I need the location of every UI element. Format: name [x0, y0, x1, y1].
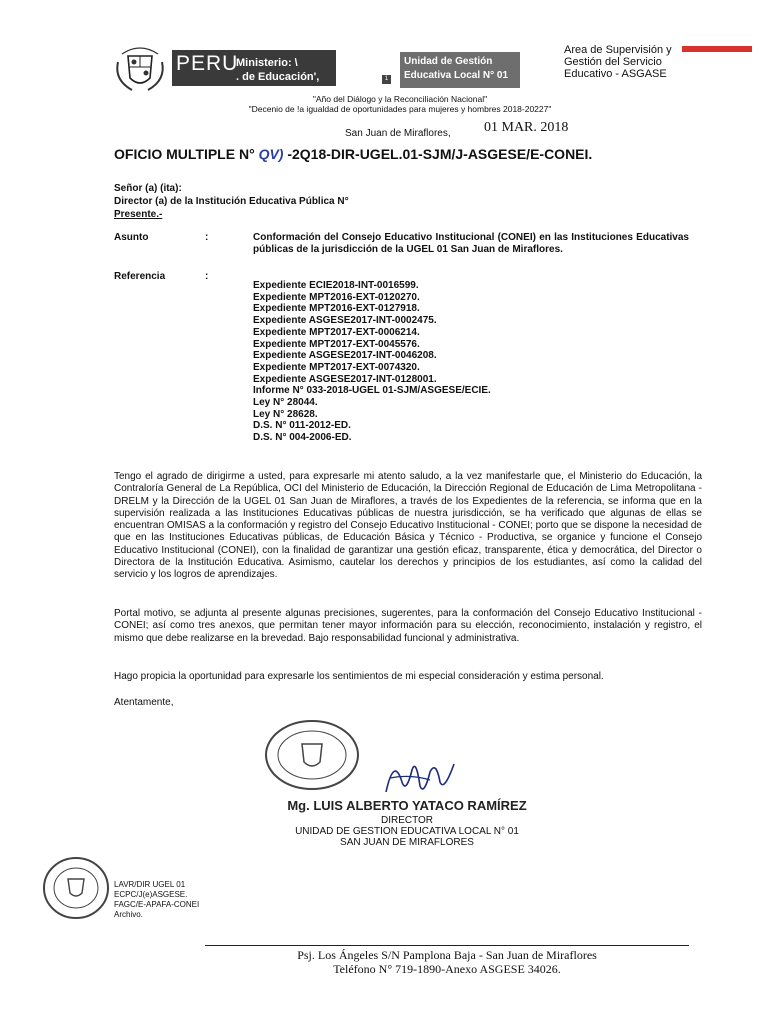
asunto-label: Asunto: [114, 232, 149, 243]
asunto-text: Conformación del Consejo Educativo Institucional (CONEI) en las Instituciones Educativas públicas de la jurisdicción de la UGEL 01 San Juan de Miraflores.: [253, 232, 689, 255]
addressee-line2: Director (a) de la Institución Educativa Pública N°: [114, 196, 349, 207]
oficio-prefix: OFICIO MULTIPLE N°: [114, 146, 255, 162]
signatory-unit: UNIDAD DE GESTION EDUCATIVA LOCAL N° 01: [295, 826, 519, 837]
ugel-line1: Unidad de Gestión: [404, 56, 493, 67]
area-line1: Area de Supervisión y: [564, 44, 672, 56]
ugel-line2: Educativa Local N° 01: [404, 70, 509, 81]
addressee-line3: Presente.-: [114, 209, 163, 220]
reference-item: Ley N° 28628.: [253, 408, 318, 420]
referencia-colon: :: [205, 271, 209, 282]
reference-item: Informe N° 033-2018-UGEL 01-SJM/ASGESE/ECIE.: [253, 385, 491, 397]
peru-coat-of-arms-icon: [112, 40, 168, 98]
oficio-suffix: -2Q18-DIR-UGEL.01-SJM/J-ASGESE/E-CONEI.: [287, 146, 593, 162]
reference-item: Expediente MPT2016-EXT-0127918.: [253, 303, 420, 315]
ministerio-banner: [172, 50, 336, 86]
reference-item: Expediente MPT2017-EXT-0045576.: [253, 338, 420, 350]
body-paragraph-1: Tengo el agrado de dirigirme a usted, para expresarle mi atento saludo, a la vez manifestarle que, el Ministerio do Educación, la Contraloría General de La República, OCI del Ministerio de Educación, la Dirección Regional de Educación de Lima Metropolitana - DRELM y la Dirección de la UGEL 01 San Juan de Miraflores, a través de los Expedientes de la referencia, se informa que en la supervisión realizada a las Instituciones Educativas públicas de nuestra jurisdicción, se ha verificado que algunas de ellas se encuentran OMISAS a la conformación y registro del Consejo Educativo Institucional - CONEI; porto que se dispone la necesidad de que en las Instituciones Educativas públicas, de Educación Básica y Técnico - Productiva, se organice y funcione el Consejo Educativo Institucional (CONEI), con la finalidad de garantizar una gestión eficaz, transparente, ética y democrática, del Director o Directora de la Institución Educativa. Asimismo, cautelar los derechos y principios de los estudiantes, así como la calidad del servicio y los logros de aprendizajes.: [114, 471, 702, 581]
asunto-colon: :: [205, 232, 209, 243]
body-paragraph-3: Hago propicia la oportunidad para expresarle los sentimientos de mi especial consideración y estima personal.: [114, 671, 604, 682]
initials-line: LAVR/DIR UGEL 01: [114, 880, 186, 889]
year-line2: "Decenio de !a igualdad de oportunidades para mujeres y hombres 2018-20227": [248, 104, 552, 114]
signature-icon: [380, 752, 460, 802]
direccion-seal-icon: [262, 718, 362, 792]
footer-phone: Teléfono N° 719-1890-Anexo ASGESE 34026.: [333, 962, 561, 976]
addressee: [114, 182, 349, 221]
ministerio-label: [236, 56, 319, 84]
date-stamp: 01 MAR. 2018: [484, 120, 569, 135]
area-line2: Gestión del Servicio: [564, 56, 662, 68]
body-paragraph-2: Portal motivo, se adjunta al presente algunas precisiones, sugerentes, para la conformación del Consejo Educativo Institucional - CONEI; así como tres anexos, que permitan tener mayor información para su elección, reconocimiento, instalación y registro, el mismo que debe realizarse en la brevedad. Bajo responsabilidad funcional y administrativa.: [114, 608, 702, 644]
reference-item: Expediente ASGESE2017-INT-0002475.: [253, 315, 437, 327]
initials-line: ECPC/J(e)ASGESE.: [114, 890, 188, 899]
area-label: [564, 44, 672, 80]
ministerio-line2: . de Educación',: [236, 71, 320, 83]
reference-item: Expediente MPT2016-EXT-0120270.: [253, 291, 420, 303]
reference-item: Expediente MPT2017-EXT-0074320.: [253, 361, 420, 373]
place: San Juan de Miraflores,: [345, 128, 451, 139]
initials-line: FAGC/E-APAFA-CONEI: [114, 900, 200, 909]
footer-address: Psj. Los Ángeles S/N Pamplona Baja - San Juan de Miraflores: [297, 948, 597, 962]
signatory-place: SAN JUAN DE MIRAFLORES: [340, 837, 474, 848]
year-line1: "Año del Diálogo y la Reconciliación Nacional": [312, 94, 488, 104]
peru-label: PERU: [176, 52, 239, 75]
signatory-name: Mg. LUIS ALBERTO YATACO RAMÍREZ: [287, 798, 527, 813]
reference-item: Expediente MPT2017-EXT-0006214.: [253, 326, 420, 338]
small-box: 1: [382, 75, 391, 84]
signatory-title: DIRECTOR: [380, 815, 434, 826]
addressee-line1: Señor (a) (ita):: [114, 183, 182, 194]
footer-divider: [205, 945, 689, 946]
reference-item: Ley N° 28044.: [253, 397, 318, 409]
initials-line: Archivo.: [114, 910, 143, 919]
reference-list: [253, 280, 491, 444]
ministerio-line1: Ministerio: \: [236, 57, 298, 69]
oficio-number: QV): [258, 146, 284, 162]
red-tag: [682, 46, 752, 52]
reference-item: D.S. N° 004-2006-ED.: [253, 432, 352, 444]
asgese-seal-icon: [40, 855, 112, 921]
area-line3: Educativo - ASGASE: [564, 68, 667, 80]
reference-item: Expediente ECIE2018-INT-0016599.: [253, 280, 419, 291]
footer: [205, 948, 689, 976]
year-motto: [200, 94, 600, 114]
reference-item: Expediente ASGESE2017-INT-0046208.: [253, 350, 437, 362]
document-title: [114, 146, 592, 162]
signatory-block: [262, 815, 552, 848]
ugel-banner: [400, 52, 520, 88]
reference-item: Expediente ASGESE2017-INT-0128001.: [253, 373, 437, 385]
closing: Atentamente,: [114, 697, 174, 708]
referencia-label: Referencia: [114, 271, 166, 282]
initials-block: [114, 880, 199, 920]
reference-item: D.S. N° 011-2012-ED.: [253, 420, 351, 432]
